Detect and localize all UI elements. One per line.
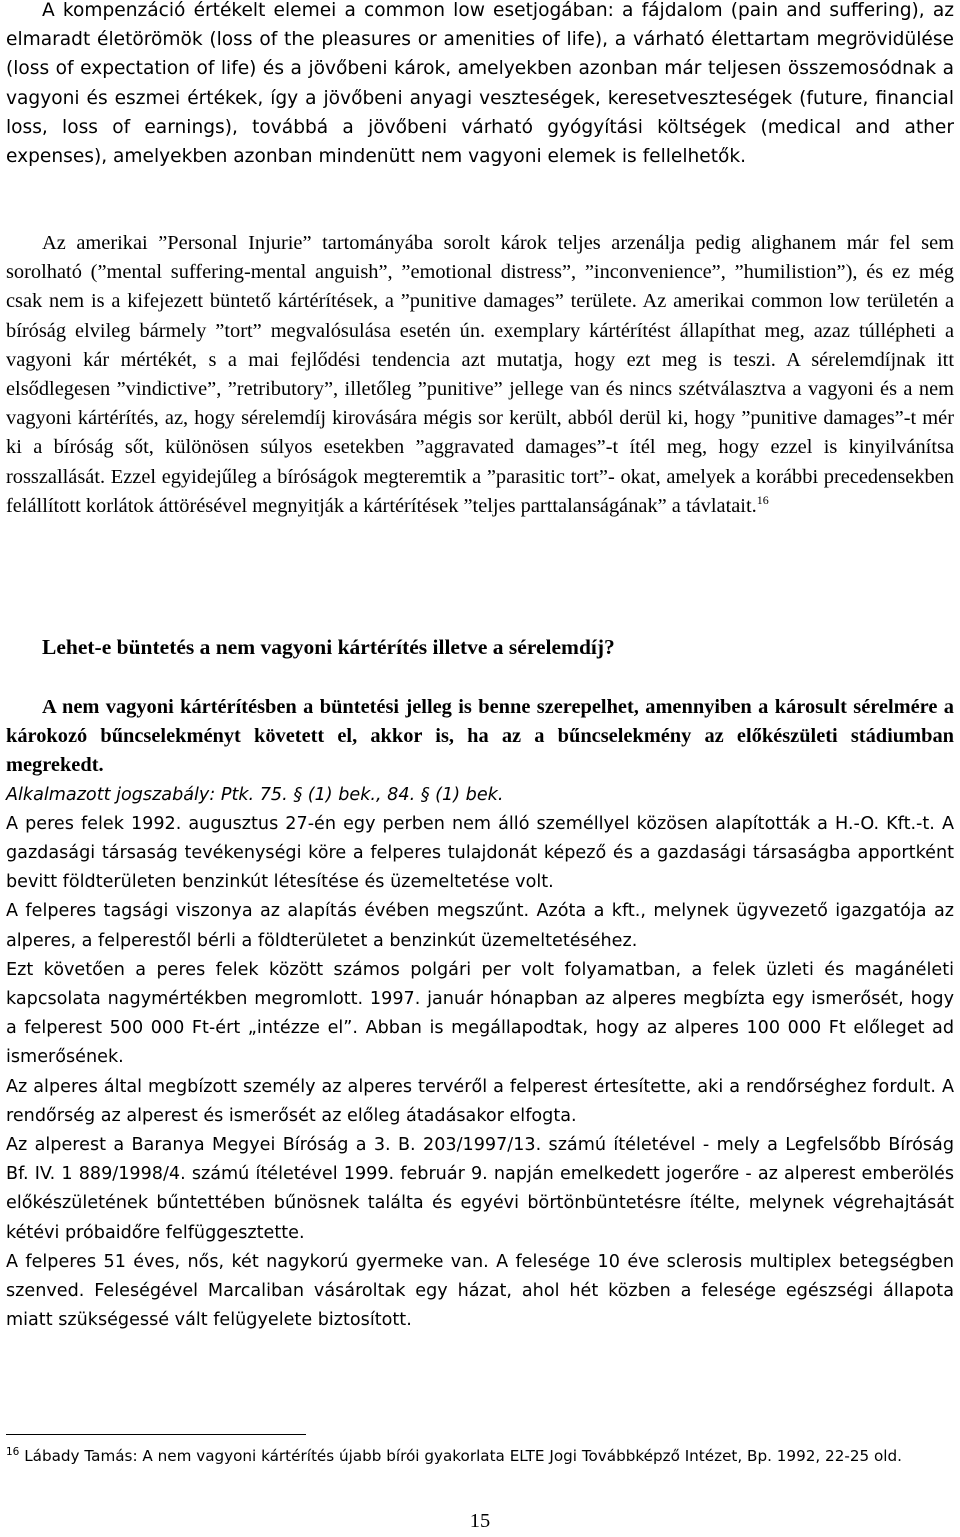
paragraph-personal-injurie-text: Az amerikai ”Personal Injurie” tartományába sorolt károk teljes arzenálja pedig alighanem már fel sem sorolható (”mental suffering-mental anguish”, ”emotional distress”, ”inconvenience”, ”humilistion”), és ez még csak nem is a kifejezett büntető kártérítések, a ”punitive damages” területe. Az amerikai common low területén a bíróság elvileg bármely ”tort” megvalósulása esetén ún. exemplary kártérítést állapíthat meg, azaz túllépheti a vagyoni kár mértékét, s a mai fejlődési tendencia azt mutatja, hogy ezt meg is teszi. A sérelemdíjnak itt elsődlegesen ”vindictive”, ”retributory”, illetőleg ”punitive” jellege van és nincs szétválasztva a vagyoni és a nem vagyoni kártérítés, az, hogy sérelemdíj kirovására mégis sor került, abból derül ki, hogy ”punitive damages”-t mér ki a bíróság sőt, különösen súlyos esetekben ”aggravated damages”-t ítél meg, hogy ezzel is kinyilvánítsa rosszallását. Ezzel egyidejűleg a bíróságok megteremtik a ”parasitic tort”- okat, amelyek a korábbi precedensekben felállított korlátok áttörésével megnyitják a kártérítések ”teljes parttalanságának” a távlatait. bbox=[6, 232, 954, 517]
case-paragraph: Az alperest a Baranya Megyei Bíróság a 3. B. 203/1997/13. számú ítéletével - mely a Legfelsőbb Bíróság Bf. IV. 1 889/1998/4. számú ítéletével 1999. február 9. napján emelkedett jogerőre - az alperest emberölés előkészületének bűntettében bűnösnek találta és egyévi börtönbüntetésre ítélte, melynek végrehajtását kétévi próbaidőre felfüggesztette. bbox=[6, 1135, 954, 1243]
footnote bbox=[6, 1443, 954, 1470]
paragraph-common-law-compensation: A kompenzáció értékelt elemei a common low esetjogában: a fájdalom (pain and suffering), az elmaradt életörömök (loss of the pleasures or amenities of life), a várható élettartam megrövidülése (loss of expectation of life) és a jövőbeni károk, amelyekben azonban már teljesen összemosódnak a vagyoni és eszmei értékek, így a jövőbeni anyagi veszteségek, keresetveszteségek (future, financial loss, loss of earnings), továbbá a jövőbeni várható gyógyítási költségek (medical and ather expenses), amelyekben azonban mindenütt nem vagyoni elemek is fellelhetők. bbox=[6, 0, 954, 168]
case-paragraph: Ezt követően a peres felek között számos polgári per volt folyamatban, a felek üzleti és magánéleti kapcsolata nagymértékben megromlott. 1997. január hónapban az alperes megbízta egy ismerősét, hogy a felperest 500 000 Ft-ért „intézze el”. Abban is megállapodtak, hogy az alperes 100 000 Ft előleget ad ismerősének. bbox=[6, 959, 954, 1068]
case-paragraph: A peres felek 1992. augusztus 27-én egy perben nem álló személlyel közösen alapították a H.-O. Kft.-t. A gazdasági társaság tevékenységi köre a felperes tulajdonát képező és a gazdasági társaságba apportként bevitt földterületen benzinkút létesítése és üzemeltetése volt. bbox=[6, 813, 954, 893]
case-paragraph: A felperes tagsági viszonya az alapítás évében megszűnt. Azóta a kft., melynek ügyvezető igazgatója az alperes, a felperestől bérli a földterületet a benzinkút üzemeltetéséhez. bbox=[6, 901, 954, 951]
footnote-divider bbox=[6, 1434, 306, 1435]
legal-basis: Alkalmazott jogszabály: Ptk. 75. § (1) bek., 84. § (1) bek. bbox=[6, 784, 504, 805]
case-paragraph: Az alperes által megbízott személy az alperes tervéről a felperest értesítette, aki a rendőrséghez fordult. A rendőrség az alperest és ismerősét az előleg átadásakor elfogta. bbox=[6, 1076, 954, 1126]
footnote-number: 16 bbox=[6, 1445, 20, 1458]
case-summary: A nem vagyoni kártérítésben a büntetési jelleg is benne szerepelhet, amennyiben a károsult sérelmére a károkozó bűncselekményt követett el, akkor is, ha az a bűncselekmény az előkészületi stádiumban megrekedt. bbox=[6, 696, 954, 777]
section-heading: Lehet-e büntetés a nem vagyoni kártérítés illetve a sérelemdíj? bbox=[42, 635, 615, 659]
footnote-reference[interactable]: 16 bbox=[756, 493, 769, 508]
page-number: 15 bbox=[469, 1510, 491, 1532]
case-paragraph: A felperes 51 éves, nős, két nagykorú gyermeke van. A felesége 10 éve sclerosis multiplex betegségben szenved. Feleségével Marcaliban vásároltak egy házat, ahol hét közben a felesége egészségi állapota miatt szükségessé vált felügyelete biztosított. bbox=[6, 1251, 954, 1331]
case-summary-block bbox=[6, 693, 954, 1335]
paragraph-personal-injurie bbox=[6, 229, 954, 521]
document-page bbox=[6, 0, 954, 1537]
footnote-text: Lábady Tamás: A nem vagyoni kártérítés újabb bírói gyakorlata ELTE Jogi Továbbképző Intézet, Bp. 1992, 22-25 old. bbox=[24, 1447, 902, 1465]
